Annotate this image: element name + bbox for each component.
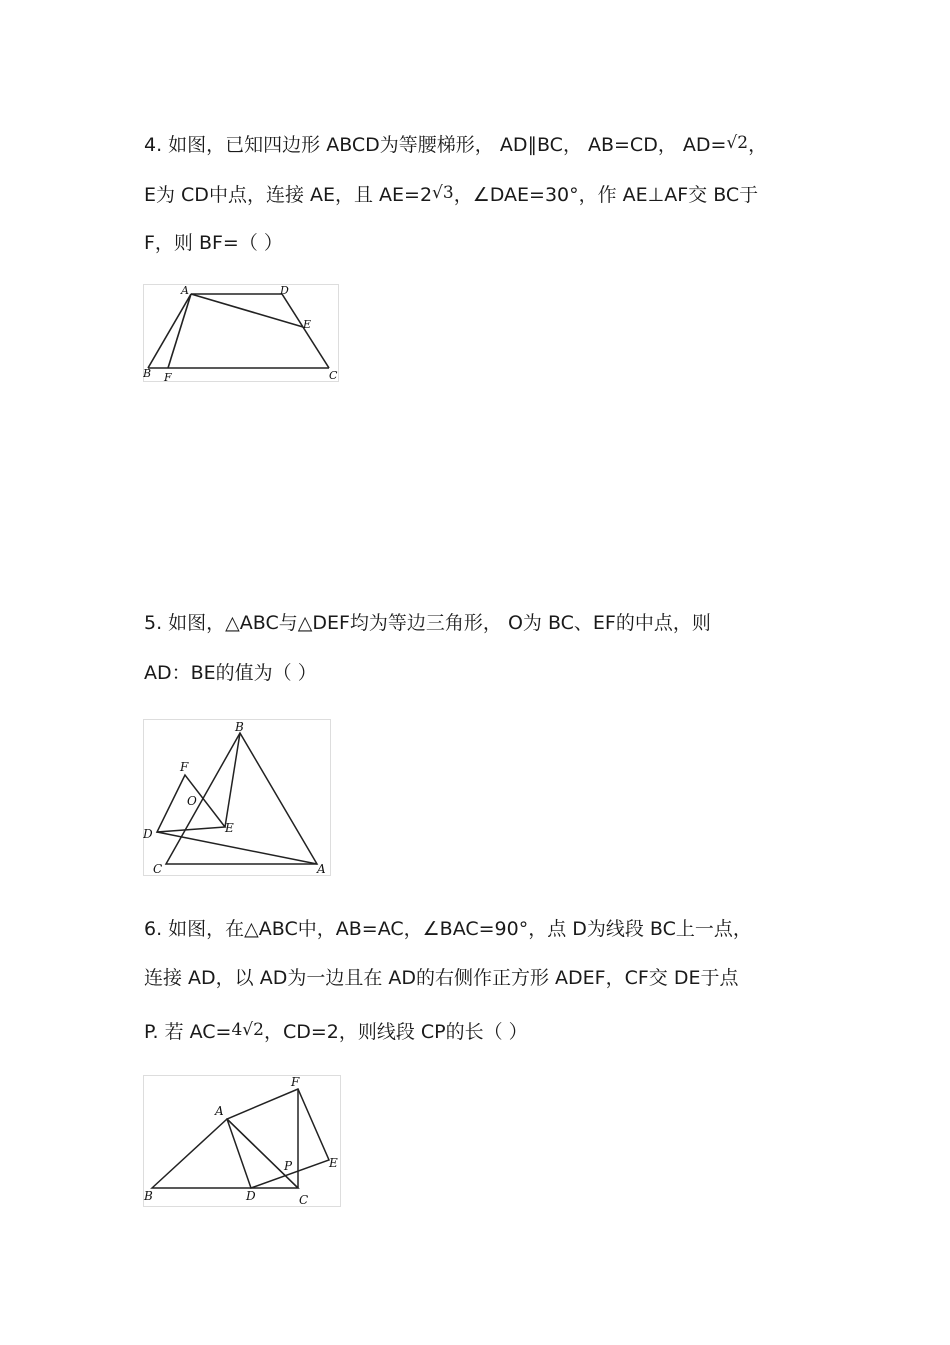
- q4-label-E: E: [303, 318, 312, 331]
- q6-line3-end: ，CD=2，则线段 CP的长（ ）: [263, 1021, 528, 1043]
- q4-label-B: B: [143, 367, 152, 380]
- q6-text-line-2: 连接 AD，以 AD为一边且在 AD的右侧作正方形 ADEF，CF交 DE于点: [144, 967, 739, 989]
- q6-label-B: B: [144, 1189, 153, 1203]
- q4-seg-AF: [168, 294, 191, 368]
- q6-label-P: P: [284, 1159, 293, 1173]
- q5-text-line-1: 5. 如图，△ABC与△DEF均为等边三角形， O为 BC、EF的中点，则: [144, 612, 711, 634]
- q6-text-line-3: [144, 1018, 528, 1044]
- q4-trapezoid-diagram: [143, 284, 339, 382]
- q5-label-E: E: [225, 821, 234, 835]
- q6-line3-text: P. 若 AC=: [144, 1021, 232, 1043]
- q5-triangles-diagram: [143, 719, 331, 876]
- q6-triangle-ABC: [152, 1119, 298, 1188]
- q5-label-O: O: [187, 794, 197, 808]
- q5-figure: [143, 719, 331, 876]
- sqrt3-value: √3: [432, 183, 454, 203]
- q4-text-line-2: [144, 181, 758, 207]
- q6-square-diagram: [143, 1075, 341, 1207]
- q6-frame: [144, 1076, 341, 1207]
- q5-label-C: C: [153, 862, 163, 876]
- q6-label-D: D: [246, 1189, 256, 1203]
- q5-frame: [144, 720, 331, 876]
- q4-line2-text: E为 CD中点，连接 AE，且 AE=2: [144, 184, 433, 206]
- q4-seg-AE: [191, 294, 303, 327]
- q6-text-line-1: 6. 如图，在△ABC中，AB=AC，∠BAC=90°，点 D为线段 BC上一点，: [144, 918, 752, 940]
- q4-line1-text: 4. 如图，已知四边形 ABCD为等腰梯形， AD∥BC， AB=CD， AD=: [144, 134, 727, 156]
- q5-label-B: B: [235, 720, 244, 734]
- q4-label-C: C: [329, 369, 338, 382]
- q6-label-F: F: [291, 1075, 300, 1089]
- 4sqrt2-value: 4√2: [231, 1020, 264, 1040]
- q5-label-A: A: [317, 862, 326, 876]
- q5-text-line-2: AD：BE的值为（ ）: [144, 662, 317, 684]
- q6-label-E: E: [329, 1156, 338, 1170]
- q6-seg-AC: [227, 1119, 298, 1188]
- q4-line1-end: ，: [748, 134, 768, 156]
- q4-line2-end: ，∠DAE=30°，作 AE⊥AF交 BC于: [453, 184, 759, 206]
- q4-frame: [144, 285, 339, 382]
- q6-figure: [143, 1075, 341, 1207]
- q4-label-F: F: [164, 371, 172, 382]
- q4-figure: [143, 284, 339, 382]
- sqrt2-value: √2: [726, 133, 749, 153]
- q6-label-C: C: [299, 1193, 309, 1207]
- q4-label-D: D: [280, 284, 289, 297]
- q6-square-ADEF: [227, 1089, 329, 1188]
- q6-label-A: A: [215, 1104, 224, 1118]
- q5-seg-AD: [157, 832, 317, 864]
- q4-text-line-1: [144, 131, 767, 157]
- q4-text-line-3: F，则 BF=（ ）: [144, 232, 283, 254]
- q4-seg-DC: [282, 294, 329, 368]
- q4-seg-AB: [148, 294, 191, 368]
- q4-label-A: A: [181, 284, 189, 297]
- q5-label-D: D: [143, 827, 153, 841]
- q5-label-F: F: [180, 760, 189, 774]
